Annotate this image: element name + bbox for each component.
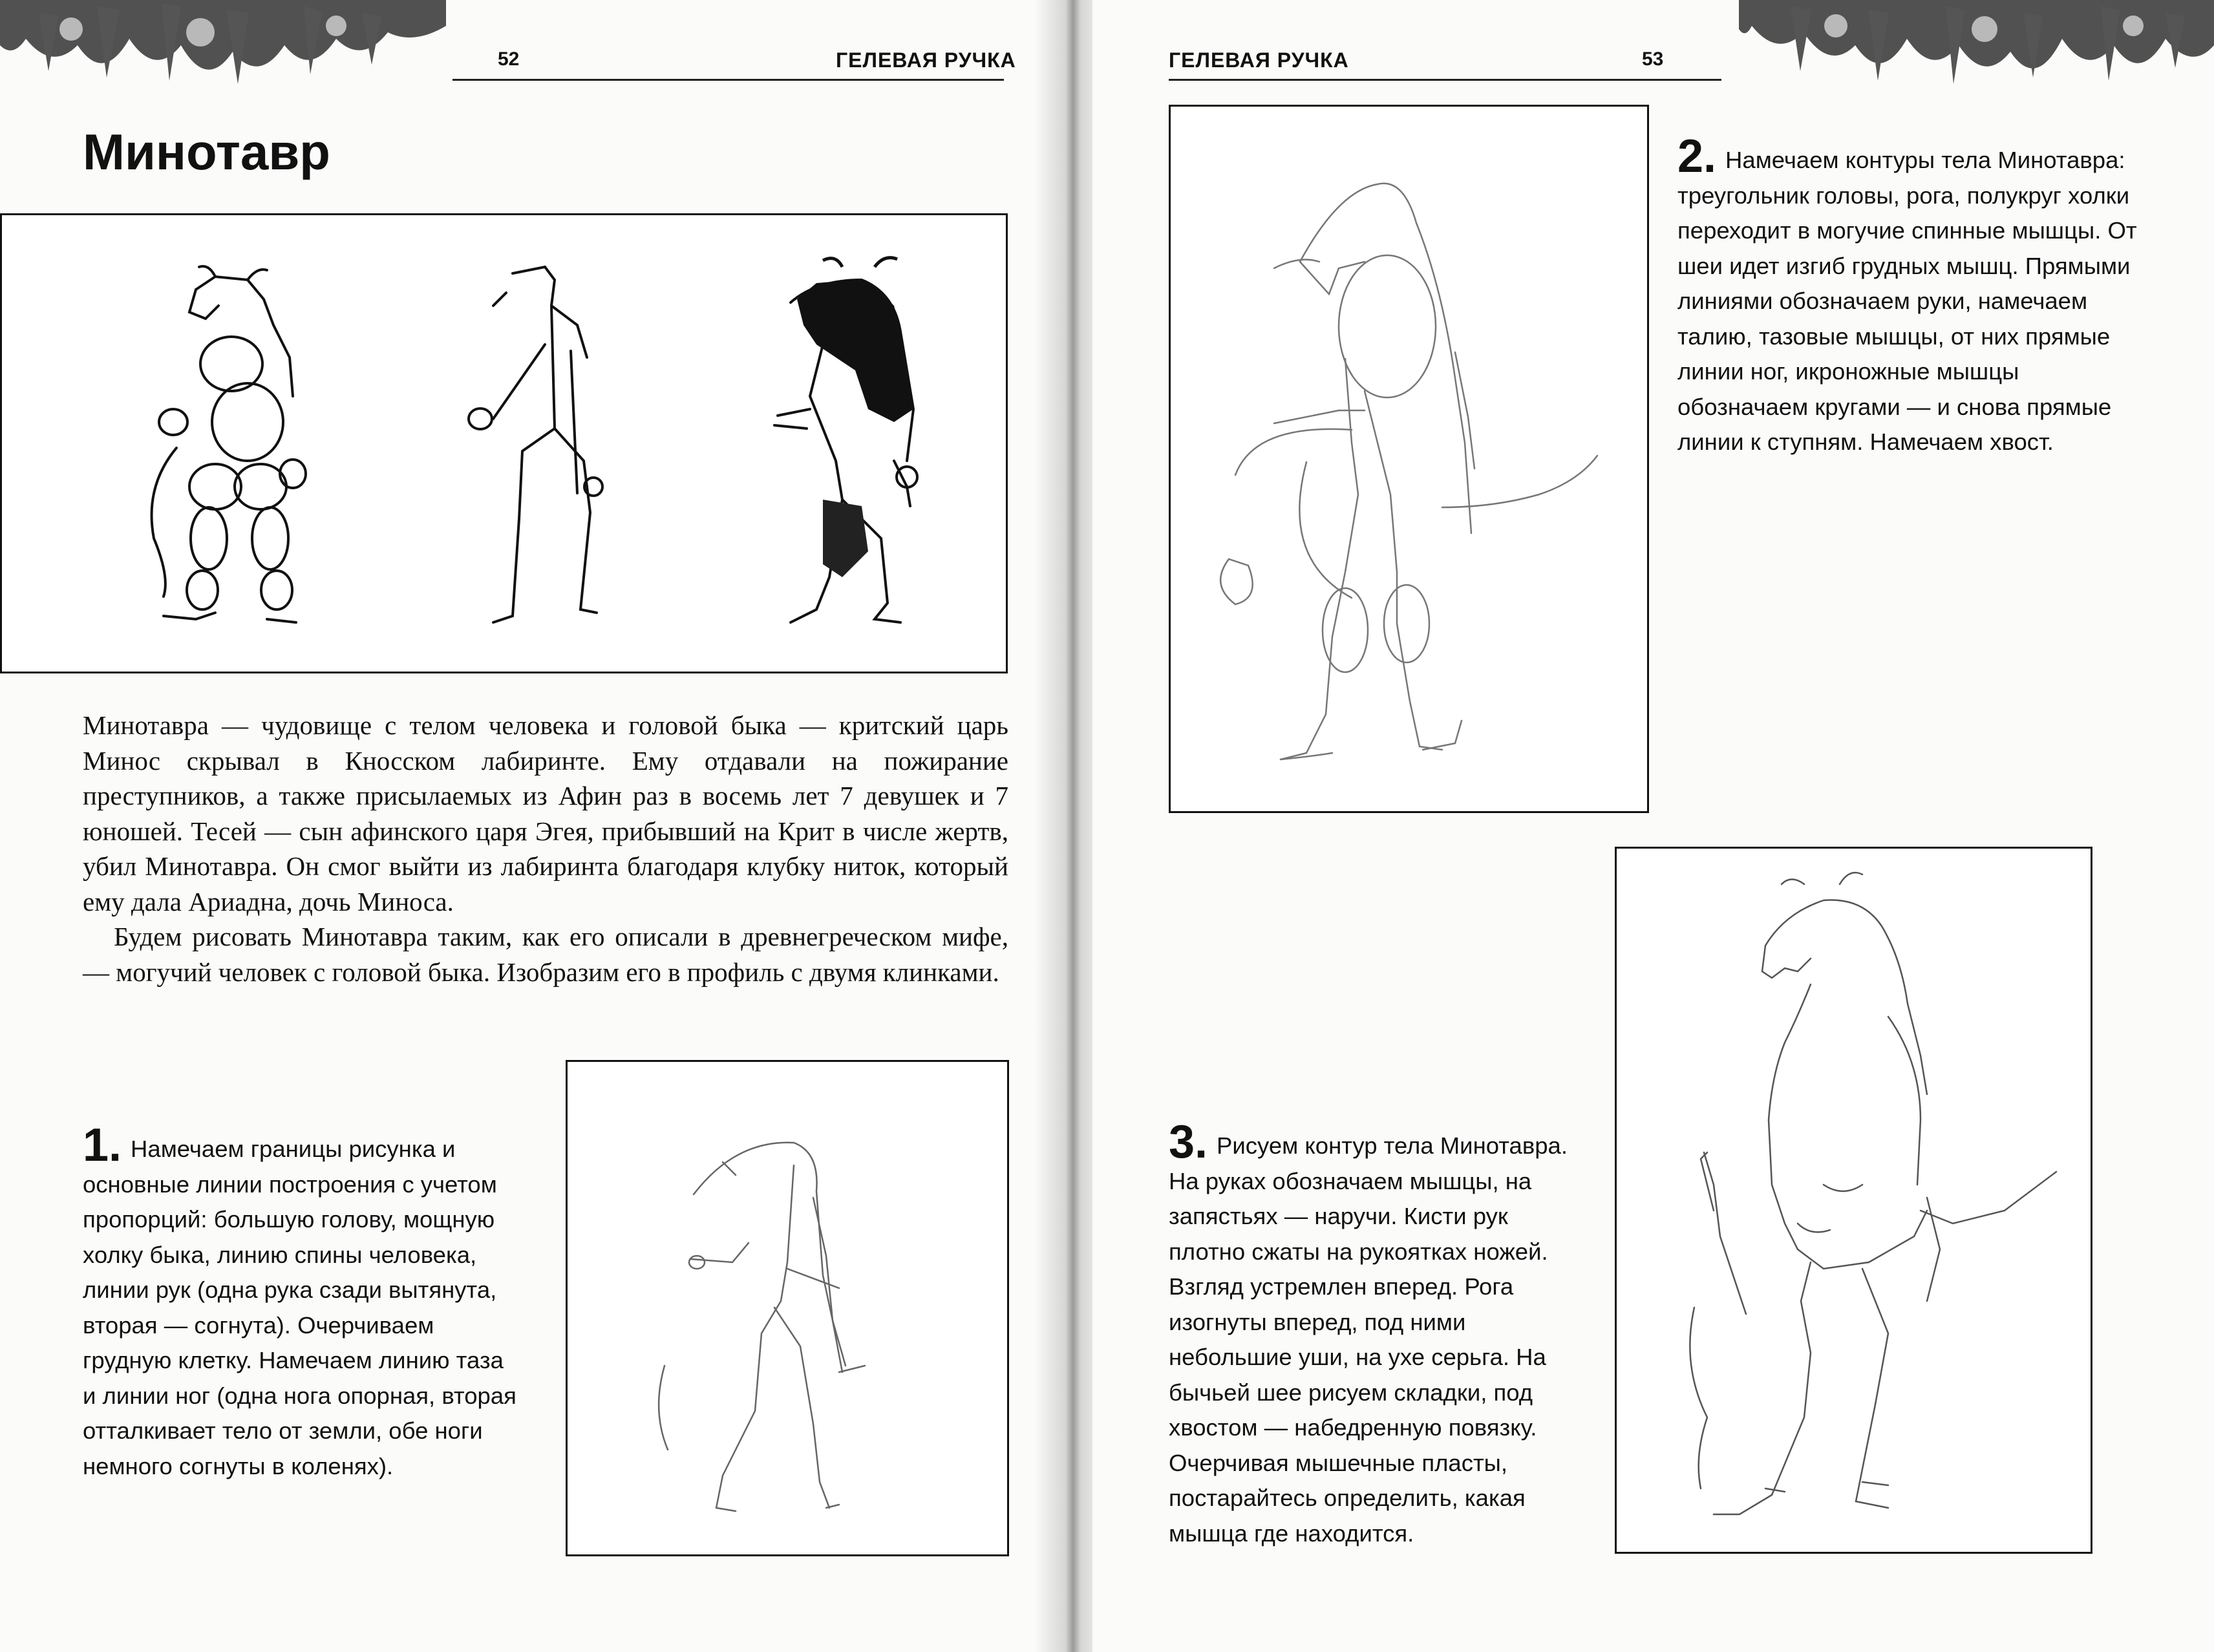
step-2-text: Намечаем контуры тела Минотавра: треугольник головы, рога, полукруг холки переходит в могучие спинные мышцы. От шеи идет изгиб грудных мышц. Прямыми линиями обозначаем руки, намечаем талию, тазовые мышцы, от них прямые линии ног, икроножные мышцы обозначаем кругами — и снова прямые линии к ступням. Намечаем хвост. [1677,147,2137,455]
step-1-text: Намечаем границы рисунка и основные линии построения с учетом пропорций: большую голову, мощную холку быка, линию спины человека, линии рук (одна рука сзади вытянута, вторая — согнута). Очерчиваем грудную клетку. Намечаем линию таза и линии ног (одна нога опорная, вторая отталкивает тело от земли, обе ноги немного согнуты в коленях). [83,1136,516,1479]
step-2-sketch [1169,105,1649,813]
intro-paragraph-2: Будем рисовать Минотавра таким, как его описали в древнегреческом мифе, — могучий человек с головой быка. Изобразим его в профиль с двумя клинками. [83,922,1008,987]
page-number-left: 52 [498,48,520,70]
step-2 [1677,131,2149,460]
step-1-sketch [566,1060,1009,1556]
running-head-right: ГЕЛЕВАЯ РУЧКА [1169,48,1349,72]
step-3-number: 3. [1169,1116,1208,1168]
right-page [1092,0,2214,1652]
step-3 [1169,1116,1582,1551]
header-rule-right [1169,79,1721,81]
step-3-text: Рисуем контур тела Минотавра. На руках обозначаем мышцы, на запястьях — наручи. Кисти рук плотно сжаты на рукоятках ножей. Взгляд устремлен вперед. Рога изогнуты вперед, под ними небольшие уши, на ухе серьга. На бычьей шее рисуем складки, под хвостом — набедренную повязку. Очерчивая мышечные пласты, постарайтесь определить, какая мышца где находится. [1169,1132,1568,1547]
running-head-left: ГЕЛЕВАЯ РУЧКА [836,48,1016,72]
minotaur-stages-figure [0,213,1008,673]
intro-paragraph-1: Минотавра — чудовище с телом человека и головой быка — критский царь Минос скрывал в Кносском лабиринте. Ему отдавали на пожирание преступников, а также присылаемых из Афин раз в восемь лет 7 девушек и 7 юношей. Тесей — сын афинского царя Эгея, прибывший на Крит в числе жертв, убил Минотавра. Он смог выйти из лабиринта благодаря клубку ниток, который ему дала Ариадна, дочь Миноса. [83,710,1008,916]
page-title: Минотавр [83,123,330,180]
page-number-right: 53 [1642,48,1664,70]
step-1-number: 1. [83,1119,122,1171]
step-2-number: 2. [1677,131,1717,182]
decorative-header-left [0,0,446,97]
left-page [0,0,1073,1652]
header-rule-left [452,79,1004,81]
step-3-sketch [1615,847,2092,1554]
step-1 [83,1119,522,1484]
intro-text [83,708,1008,990]
decorative-header-right [1739,0,2214,97]
